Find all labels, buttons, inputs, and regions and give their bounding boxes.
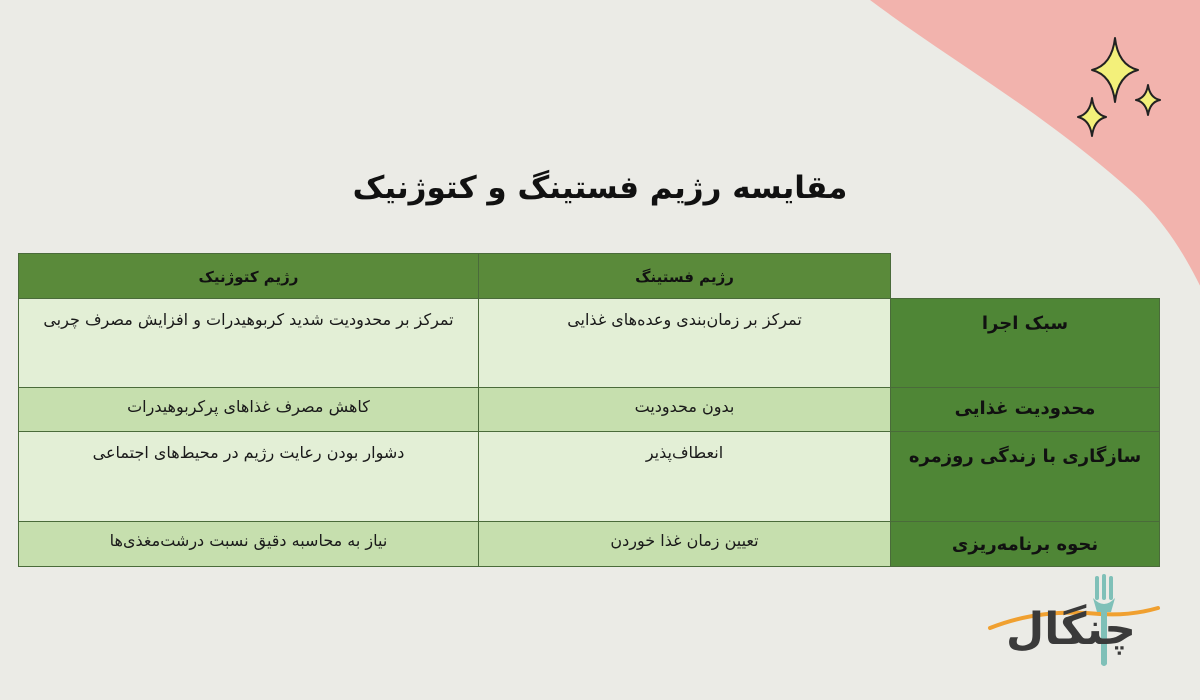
cell-keto-row4: نیاز به محاسبه دقیق نسبت درشت‌مغذی‌ها bbox=[18, 521, 479, 567]
page-title: مقایسه رژیم فستینگ و کتوژنیک bbox=[352, 170, 848, 206]
row-label-1: سبک اجرا bbox=[890, 298, 1160, 388]
column-header-keto: رژیم کتوژنیک bbox=[18, 253, 479, 299]
comparison-table bbox=[18, 253, 1160, 568]
cell-fasting-row4: تعیین زمان غذا خوردن bbox=[478, 521, 891, 567]
row-label-2: محدودیت غذایی bbox=[890, 387, 1160, 432]
brand-logo bbox=[980, 568, 1170, 678]
row-label-4: نحوه برنامه‌ریزی bbox=[890, 521, 1160, 567]
cell-fasting-row3: انعطاف‌پذیر bbox=[478, 431, 891, 522]
column-header-fasting: رژیم فستینگ bbox=[478, 253, 891, 299]
sparkle-icon bbox=[1070, 30, 1170, 140]
cell-keto-row1: تمرکز بر محدودیت شدید کربوهیدرات و افزایش مصرف چربی bbox=[18, 298, 479, 388]
cell-keto-row2: کاهش مصرف غذاهای پرکربوهیدرات bbox=[18, 387, 479, 432]
cell-fasting-row2: بدون محدودیت bbox=[478, 387, 891, 432]
cell-keto-row3: دشوار بودن رعایت رژیم در محیط‌های اجتماعی bbox=[18, 431, 479, 522]
logo-text: چنگال bbox=[1006, 604, 1136, 655]
cell-fasting-row1: تمرکز بر زمان‌بندی وعده‌های غذایی bbox=[478, 298, 891, 388]
row-label-3: سازگاری با زندگی روزمره bbox=[890, 431, 1160, 522]
